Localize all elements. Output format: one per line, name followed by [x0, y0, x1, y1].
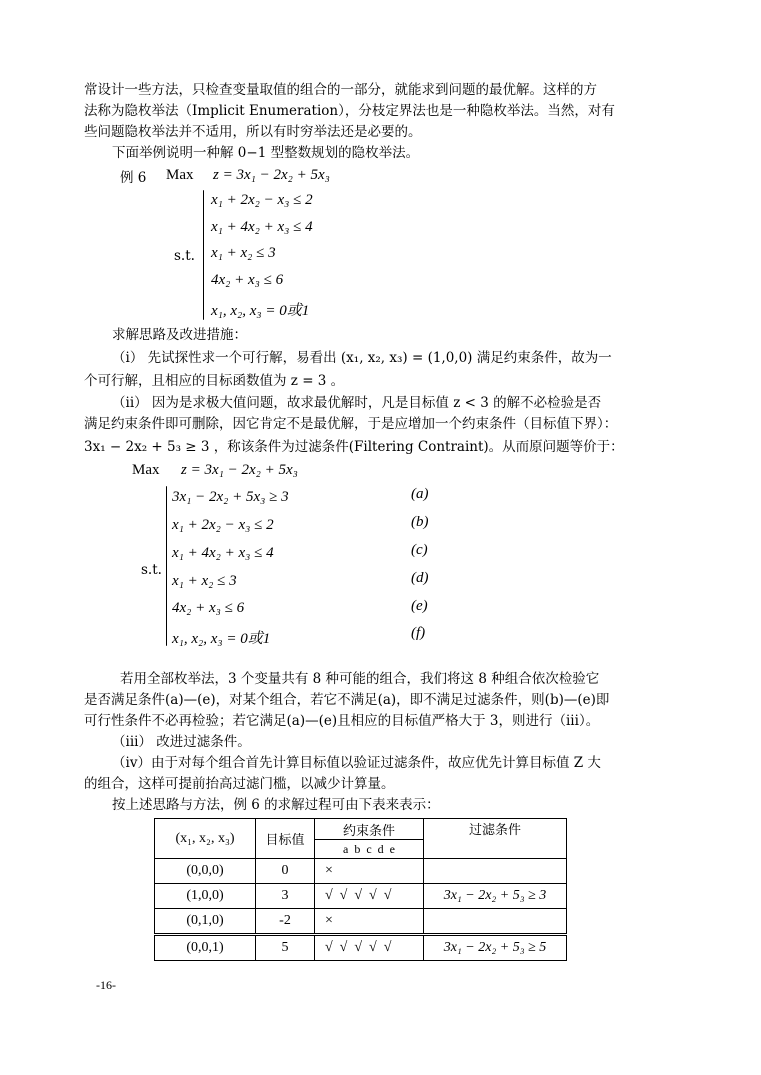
equivalent-constraint: 3x₁ − 2x₂ + 5x₃ ≥ 3 — [172, 489, 289, 505]
table-row — [155, 935, 567, 961]
equivalent-constraint: x₁ + x₂ ≤ 3 — [172, 573, 237, 589]
cell-constraints: √ √ √ √ √ — [315, 935, 424, 961]
cell-constraints: × — [315, 909, 424, 935]
cell-constraints: × — [315, 859, 424, 884]
equivalent-brace — [166, 486, 167, 646]
equivalent-constraint: x₁ + 4x₂ + x₃ ≤ 4 — [172, 545, 274, 561]
intro-line-3: 些问题隐枚举法并不适用，所以有时穷举法还是必要的。 — [84, 124, 422, 140]
solution-table — [154, 818, 567, 961]
example-constraint: 4x₂ + x₃ ≤ 6 — [211, 272, 284, 288]
example-objective: z = 3x₁ − 2x₂ + 5x₃ — [213, 167, 330, 183]
cell-constraints: √ √ √ √ √ — [315, 884, 424, 909]
approach-ii-line-2: 满足约束条件即可删除，因它肯定不是最优解，于是应增加一个约束条件（目标值下界）： — [84, 416, 618, 432]
header-constraints: 约束条件 — [315, 819, 424, 840]
intro-line-2: 法称为隐枚举法（Implicit Enumeration），分枝定界法也是一种隐枚举法。当然，对有 — [84, 103, 615, 119]
approach-i-line-1: （i） 先试探性求一个可行解，易看出 (x₁, x₂, x₃) = (1,0,0) 满足约束条件，故为一 — [112, 350, 612, 366]
cell-filter — [424, 859, 567, 884]
example-constraint: x₁ + 2x₂ − x₃ ≤ 2 — [211, 192, 313, 208]
approach-ii-line-1: （ii） 因为是求极大值问题，故求最优解时，凡是目标值 z < 3 的解不必检验是否 — [112, 395, 602, 411]
cell-combo: (0,0,0) — [155, 859, 256, 884]
intro-line-4: 下面举例说明一种解 0−1 型整数规划的隐枚举法。 — [112, 145, 420, 161]
approach-i-line-2: 个可行解，且相应的目标函数值为 z = 3 。 — [84, 373, 345, 389]
equivalent-constraint-tag: (d) — [411, 570, 429, 586]
body-line: 是否满足条件(a)—(e)，对某个组合，若它不满足(a)，即不满足过滤条件，则(b)—(e)即 — [84, 692, 610, 708]
body-line: 按上述思路与方法，例 6 的求解过程可由下表来表示： — [112, 797, 440, 813]
cell-combo: (0,0,1) — [155, 935, 256, 961]
equivalent-max: Max — [132, 462, 160, 478]
table-row — [155, 884, 567, 909]
body-line: 可行性条件不必再检验；若它满足(a)—(e)且相应的目标值严格大于 3，则进行（iii）。 — [84, 713, 600, 729]
equivalent-constraint-tag: (b) — [411, 514, 429, 530]
approach-ii-line-3: 3x₁ − 2x₂ + 5₃ ≥ 3 ，称该条件为过滤条件(Filtering Contraint)。从而原问题等价于： — [84, 439, 624, 455]
table-row — [155, 909, 567, 935]
body-line: 若用全部枚举法，3 个变量共有 8 种可能的组合，我们将这 8 种组合依次检验它 — [120, 671, 600, 687]
equivalent-constraint-tag: (e) — [411, 598, 428, 614]
equivalent-objective: z = 3x₁ − 2x₂ + 5x₃ — [181, 462, 298, 478]
approach-heading: 求解思路及改进措施： — [112, 327, 247, 343]
equivalent-constraint: x₁, x₂, x₃ = 0或1 — [172, 631, 271, 647]
example-constraint: x₁ + x₂ ≤ 3 — [211, 245, 276, 261]
cell-combo: (0,1,0) — [155, 909, 256, 935]
header-objective: 目标值 — [256, 819, 315, 859]
equivalent-st: s.t. — [141, 562, 162, 578]
body-iii: （iii） 改进过滤条件。 — [112, 734, 251, 750]
cell-filter: 3x₁ − 2x₂ + 5₃ ≥ 5 — [424, 935, 567, 961]
equivalent-constraint-tag: (f) — [411, 625, 426, 641]
equivalent-constraint: x₁ + 2x₂ − x₃ ≤ 2 — [172, 517, 274, 533]
page-number: -16- — [96, 978, 116, 992]
table-row — [155, 859, 567, 884]
cell-objective: -2 — [256, 909, 315, 935]
equivalent-constraint-tag: (c) — [411, 542, 428, 558]
example-constraint: x₁ + 4x₂ + x₃ ≤ 4 — [211, 219, 313, 235]
equivalent-constraint-tag: (a) — [411, 486, 429, 502]
intro-line-1: 常设计一些方法，只检查变量取值的组合的一部分，就能求到问题的最优解。这样的方 — [84, 82, 597, 98]
header-filter: 过滤条件 — [424, 819, 567, 859]
example-st: s.t. — [174, 248, 195, 264]
cell-combo: (1,0,0) — [155, 884, 256, 909]
body-iv-line-1: （iv）由于对每个组合首先计算目标值以验证过滤条件，故应优先计算目标值 Z 大 — [112, 755, 601, 771]
cell-objective: 5 — [256, 935, 315, 961]
cell-filter — [424, 909, 567, 935]
cell-objective: 0 — [256, 859, 315, 884]
header-constraint-columns: a b c d e — [315, 840, 424, 859]
example-brace — [203, 190, 204, 320]
example-max: Max — [166, 167, 194, 183]
example-label: 例 6 — [120, 170, 147, 186]
body-iv-line-2: 的组合，这样可提前抬高过滤门槛，以减少计算量。 — [84, 776, 395, 792]
cell-objective: 3 — [256, 884, 315, 909]
cell-filter: 3x₁ − 2x₂ + 5₃ ≥ 3 — [424, 884, 567, 909]
header-combo: (x₁, x₂, x₃) — [155, 819, 256, 859]
example-constraint: x₁, x₂, x₃ = 0或1 — [211, 303, 310, 319]
equivalent-constraint: 4x₂ + x₃ ≤ 6 — [172, 600, 245, 616]
